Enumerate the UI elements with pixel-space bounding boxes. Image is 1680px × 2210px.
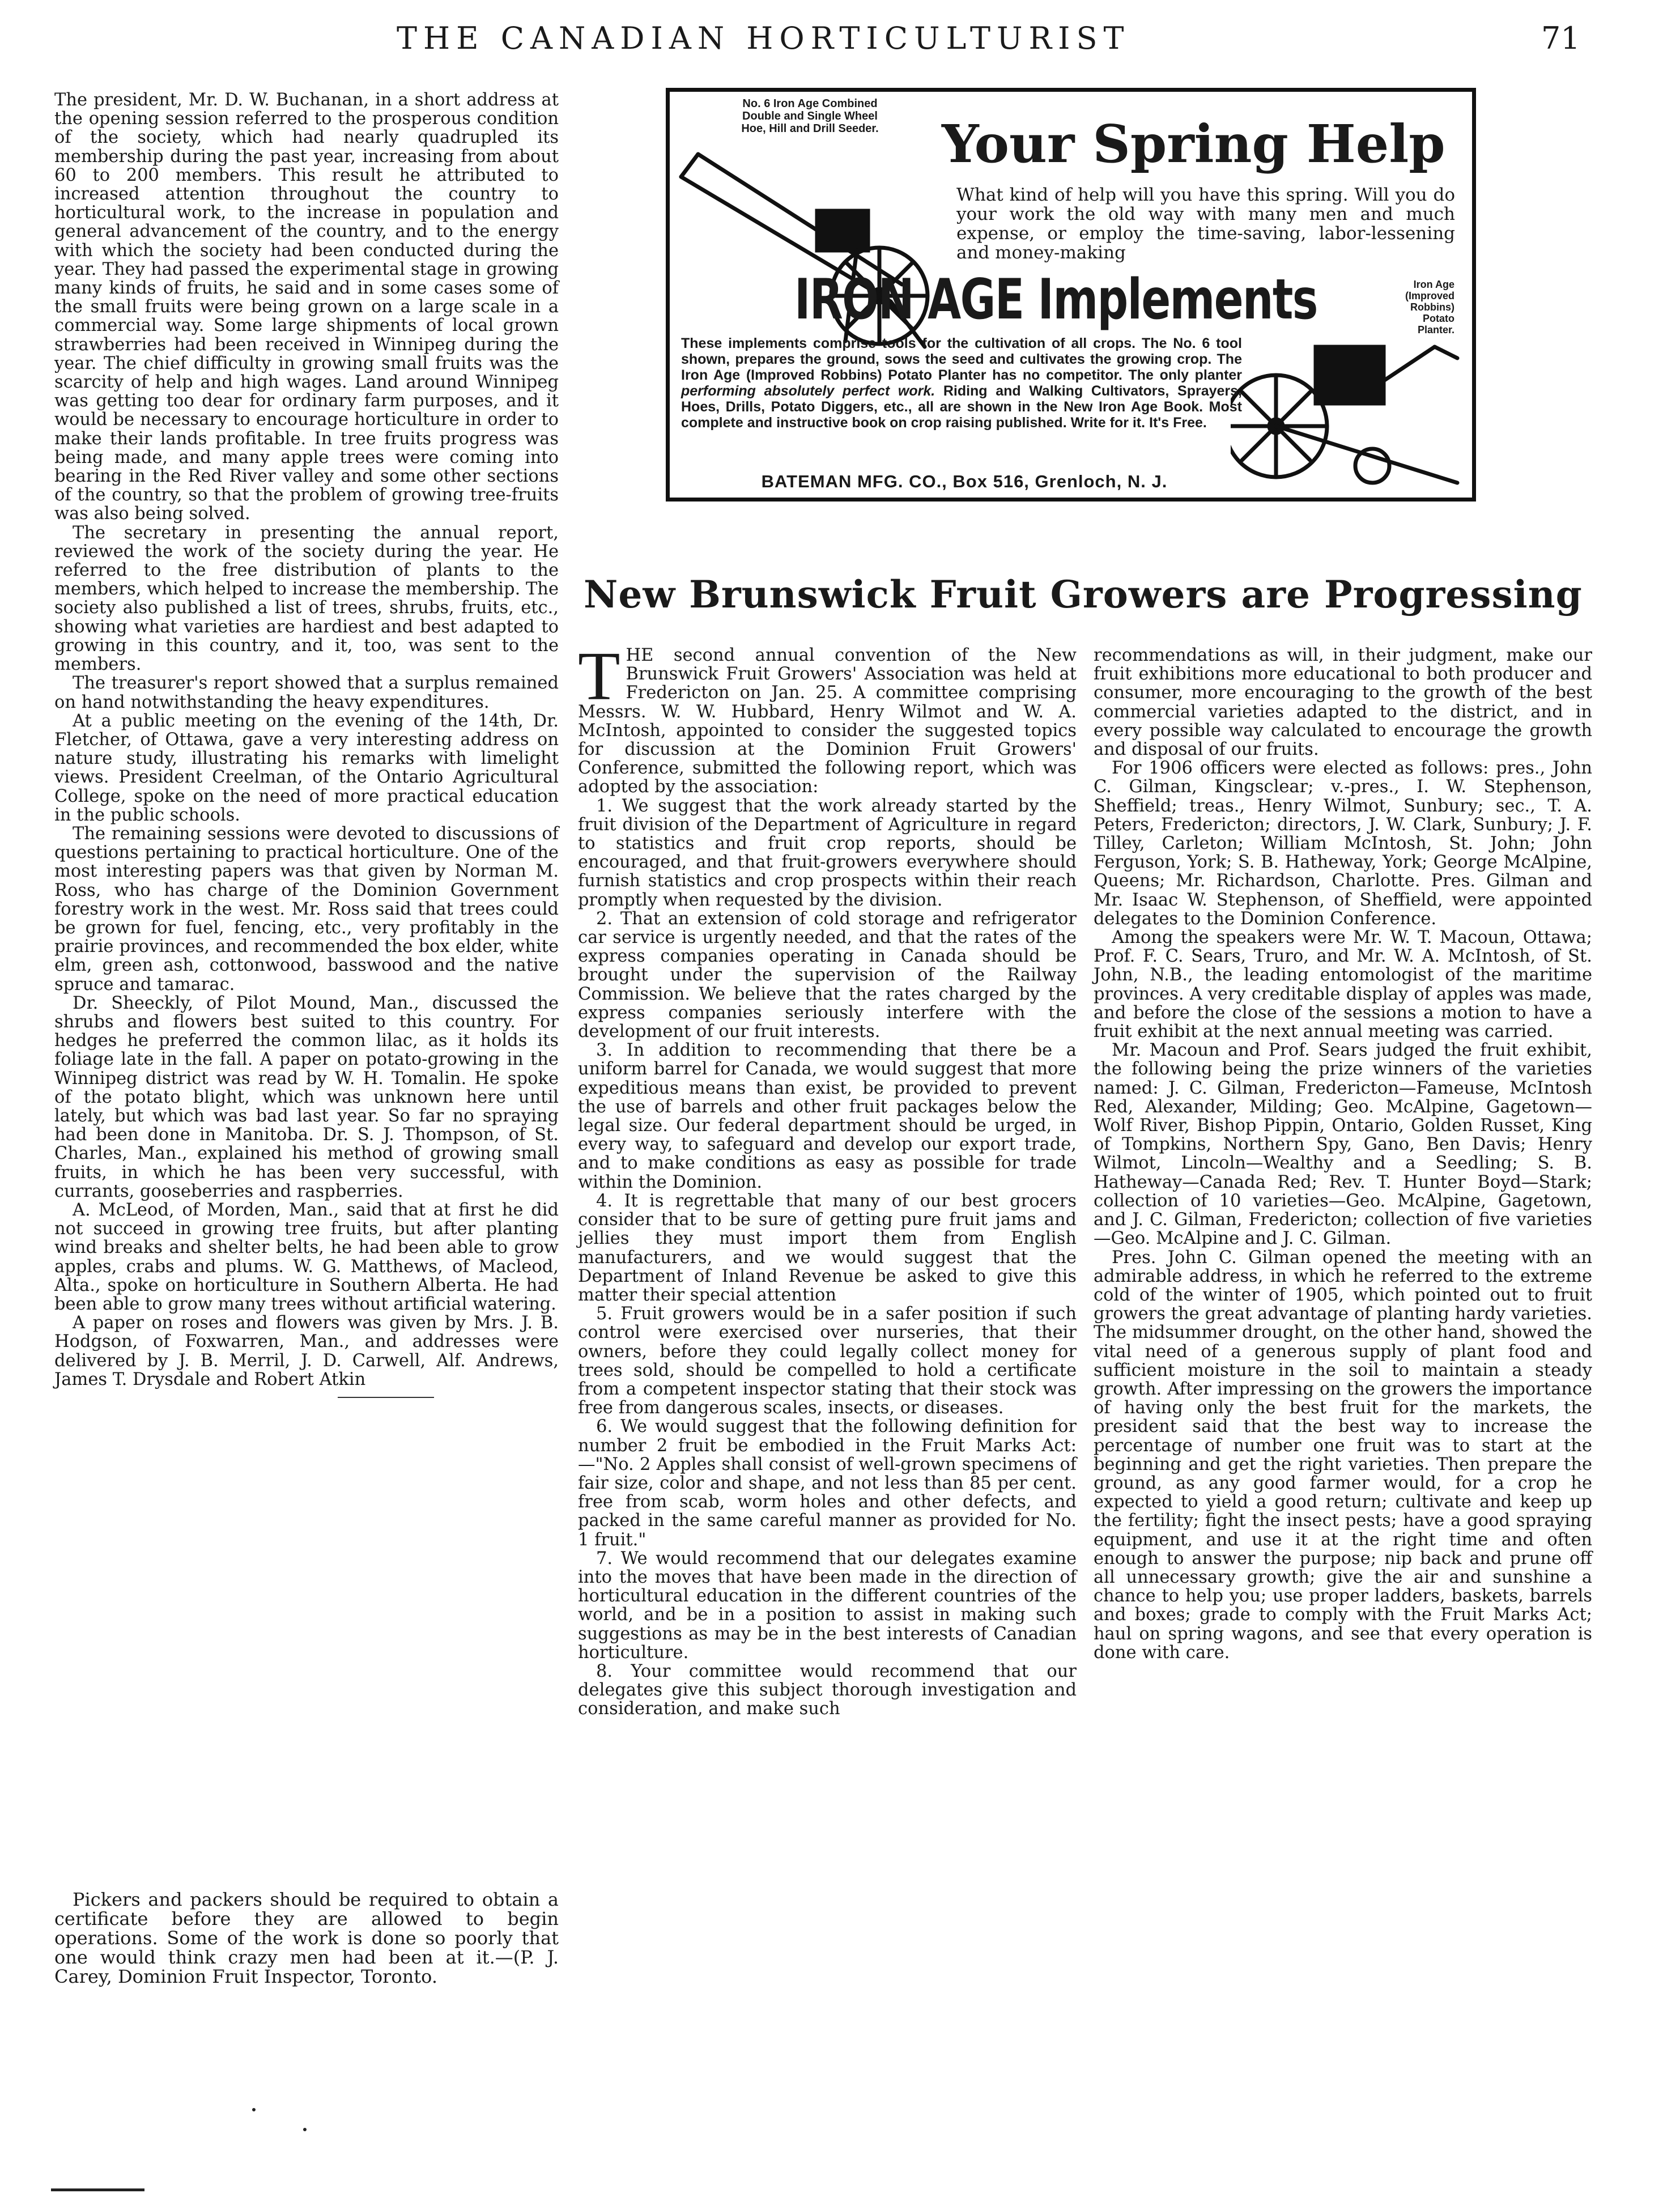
- article-title: New Brunswick Fruit Growers are Progressing: [584, 572, 1583, 617]
- bottom-rule: [51, 2188, 144, 2191]
- paragraph: At a public meeting on the evening of the 14th, Dr. Fletcher, of Ottawa, gave a very interesting address on nature study, illustrating his remarks with limelight views. President Creelman, of the Ontario Agricultural College, spoke on the need of more practical education in the public schools.: [54, 711, 559, 825]
- paragraph: 2. That an extension of cold storage and refrigerator car service is urgently needed, and that the rates of the express companies operating in Canada should be brought under the supervision of the Railway Commission. We believe that the rates charged by the express companies seriously interfere with the development of our fruit interests.: [578, 908, 1077, 1042]
- iron-age-advertisement: [666, 88, 1476, 502]
- paragraph: The president, Mr. D. W. Buchanan, in a short address at the opening session referred to the prosperous condition of the society, which had nearly quadrupled its membership during the past year, increasing from about 60 to 200 members. This result he attributed to increased attention throughout the country to horticultural work, to the increase in population and general advancement of the country, and to the energy with which the society had been conducted during the year. They had passed the experimental stage in growing many kinds of fruits, he said and in some cases some of the small fruits were being grown on a large scale in a commercial way. Some large shipments of local grown strawberries had been received in Winnipeg during the year. The chief difficulty in growing small fruits was the scarcity of help and high wages. Land around Winnipeg was getting too dear for ordinary farm purposes, and it would be necessary to encourage horticulture in order to make their lands profitable. In tree fruits progress was being made, and many apple trees were coming into bearing in the Red River valley and some other sections of the country, so that the problem of growing tree-fruits was also being solved.: [54, 90, 559, 524]
- paragraph: The treasurer's report showed that a surplus remained on hand notwithstanding the heavy expenditures.: [54, 673, 559, 712]
- paragraph: The secretary in presenting the annual report, reviewed the work of the society during the year. He referred to the free distribution of plants to the members, which helped to increase the membership. The society also published a list of trees, shrubs, fruits, etc., showing what varieties are hardiest and best adapted to growing in this country, and it, too, was sent to the members.: [54, 522, 559, 675]
- article-column-1: [578, 638, 1077, 1719]
- section-divider: [338, 1397, 434, 1398]
- paragraph: Dr. Sheeckly, of Pilot Mound, Man., discussed the shrubs and flowers best suited to this country. For hedges he preferred the common lilac, as it holds its foliage late in the fall. A paper on potato-growing in the Winnipeg district was read by W. H. Tomalin. He spoke of the potato blight, which was unknown here until lately, but which was bad last year. So far no spraying had been done in Manitoba. Dr. S. J. Thompson, of St. Charles, Man., explained his method of growing small fruits, in which he has been very successful, with currants, gooseberries and raspberries.: [54, 993, 559, 1201]
- ad-body-emphasis: performing absolutely perfect work.: [681, 383, 935, 399]
- paragraph: A paper on roses and flowers was given by Mrs. J. B. Hodgson, of Foxwarren, Man., and addresses were delivered by J. B. Merril, J. D. Carwell, Alf. Andrews, James T. Drysdale and Robert Atkin: [54, 1313, 559, 1389]
- paragraph: 8. Your committee would recommend that our delegates give this subject thorough investigation and consideration, and make such: [578, 1661, 1077, 1719]
- model-label: No. 6 Iron Age Combined Double and Single Wheel Hoe, Hill and Drill Seeder.: [741, 97, 879, 135]
- ad-body-text: Riding and Walking Cultivators, Sprayers, Hoes, Drills, Potato Diggers, etc., all are shown in the New Iron Age Book. Most complete and instructive book on crop raising published. Write for it. It's Free.: [681, 383, 1242, 431]
- paragraph: 7. We would recommend that our delegates examine into the moves that have been made in the direction of horticultural education in the different countries of the world, and be in a position to assist in making such suggestions as may be in the best interests of Canadian horticulture.: [578, 1548, 1077, 1663]
- paragraph: recommendations as will, in their judgment, make our fruit exhibitions more educational to both producer and consumer, more encouraging to the growth of the best commercial varieties adapted to the district, and in every possible way calculated to encourage the growth and disposal of our fruits.: [1094, 645, 1592, 760]
- page-header: [0, 16, 1680, 61]
- running-title: THE CANADIAN HORTICULTURIST: [397, 20, 1130, 56]
- paragraph: For 1906 officers were elected as follows: pres., John C. Gilman, Kingsclear; v.-pres., I. W. Stephenson, Sheffield; treas., Henry Wilmot, Sunbury; sec., T. A. Peters, Fredericton; directors, J. W. Clark, Sunbury; J. F. Tilley, Carleton; William McIntosh, St. John; John Ferguson, York; S. B. Hatheway, York; George McAlpine, Queens; Mr. Richardson, Charlotte. Pres. Gilman and Mr. Isaac W. Stephenson, of Sheffield, were appointed delegates to the Dominion Conference.: [1094, 758, 1592, 929]
- paragraph: 5. Fruit growers would be in a safer position if such control were exercised over nurseries, that their owners, before they could legally collect money for trees sold, should be compelled to hold a certificate from a competent inspector stating that their stock was free from dangerous scales, insects, or diseases.: [578, 1304, 1077, 1418]
- ad-headline: Your Spring Help: [942, 113, 1445, 175]
- paragraph: 1. We suggest that the work already started by the fruit division of the Department of Agriculture in regard to statistics and fruit crop reports, should be encouraged, and that fruit-growers everywhere should furnish statistics and crop prospects within their reach promptly when requested by the division.: [578, 796, 1077, 910]
- potato-planter-illustration: [1231, 313, 1469, 500]
- paragraph: 6. We would suggest that the following definition for number 2 fruit be embodied in the Fruit Marks Act:—"No. 2 Apples shall consist of well-grown specimens of fair size, color and shape, and not less than 85 per cent. free from scab, worm holes and other defects, and packed in the same careful manner as provided for No. 1 fruit.": [578, 1417, 1077, 1550]
- paragraph: Pres. John C. Gilman opened the meeting with an admirable address, in which he referred to the extreme cold of the winter of 1905, which pointed out to fruit growers the great advantage of planting hardy varieties. The midsummer drought, on the other hand, showed the vital need of a generous supply of plant food and sufficient moisture in the soil to maintain a steady growth. After impressing on the growers the importance of having only the best fruit for the markets, the president said that the best way to increase the percentage of number one fruit was to start at the beginning and get the right varieties. Then prepare the ground, as any good farmer would, for a crop he expected to yield a good return; cultivate and keep up the fertility; fight the insect pests; have a good spraying equipment, and use it at the right time and often enough to answer the purpose; nip back and prune off all unnecessary growth; give the air and sunshine a chance to help you; use proper ladders, baskets, barrels and boxes; grade to comply with the Fruit Marks Act; haul on spring wagons, and see that every operation is done with care.: [1094, 1247, 1592, 1663]
- ad-body: [681, 335, 1242, 431]
- inspector-note: [54, 1890, 559, 1986]
- page-number: 71: [1541, 20, 1580, 56]
- paragraph: The remaining sessions were devoted to discussions of questions pertaining to practical horticulture. One of the most interesting papers was that given by Norman M. Ross, who has charge of the Dominion Government forestry work in the west. Mr. Ross said that trees could be grown for fuel, fencing, etc., very profitably in the prairie provinces, and recommended the box elder, white elm, green ash, cottonwood, basswood and the native spruce and tamarac.: [54, 823, 559, 994]
- paragraph: Mr. Macoun and Prof. Sears judged the fruit exhibit, the following being the prize winners of the varieties named: J. C. Gilman, Fredericton—Fameuse, McIntosh Red, Alexander, Milding; Geo. McAlpine, Gagetown—Wolf River, Bishop Pippin, Ontario, Golden Russet, King of Tompkins, Northern Spy, Gano, Ben Davis; Henry Wilmot, Lincoln—Wealthy and a Seedling; S. B. Hatheway—Canada Red; Rev. T. Hunter Boyd—Stark; collection of 10 varieties—Geo. McAlpine, Gagetown, and J. C. Gilman, Fredericton; collection of five varieties—Geo. McAlpine and J. C. Gilman.: [1094, 1040, 1592, 1249]
- paragraph: A. McLeod, of Morden, Man., said that at first he did not succeed in growing tree fruits, but after planting wind breaks and shelter belts, he had been able to grow apples, crabs and plums. W. G. Matthews, of Macleod, Alta., spoke on horticulture in Southern Alberta. He had been able to grow many trees without artificial watering.: [54, 1200, 559, 1314]
- planter-label: Iron Age (Improved Robbins) Potato Planter.: [1405, 279, 1454, 335]
- ad-intro: What kind of help will you have this spring. Will you do your work the old way with many men and much expense, or employ the time-saving, labor-lessening and money-making: [956, 185, 1455, 263]
- drop-cap: T: [578, 638, 620, 715]
- print-speck: [303, 2128, 307, 2131]
- paragraph: Pickers and packers should be required to obtain a certificate before they are allowed to begin operations. Some of the work is done so poorly that one would think crazy men had been at it.—(P. J. Carey, Dominion Fruit Inspector, Toronto.: [54, 1889, 559, 1987]
- paragraph-text: HE second annual convention of the New Brunswick Fruit Growers' Association was held at Fredericton on Jan. 25. A committee comprising Messrs. W. W. Hubbard, Henry Wilmot and W. A. McIntosh, appointed to consider the suggested topics for discussion at the Dominion Fruit Growers' Conference, submitted the following report, which was adopted by the association:: [578, 645, 1077, 797]
- ad-footer: BATEMAN MFG. CO., Box 516, Grenloch, N. J.: [761, 471, 1168, 491]
- ad-body-text: These implements comprise tools for the cultivation of all crops. The No. 6 tool shown, prepares the ground, sows the seed and cultivates the growing crop. The Iron Age (Improved Robbins) Potato Planter has no competitor. The only planter: [681, 335, 1242, 383]
- paragraph: 3. In addition to recommending that there be a uniform barrel for Canada, we would suggest that more expeditious means than exist, be provided to prevent the use of barrels and other fruit packages below the legal size. Our federal department should be urged, in every way, to safeguard and develop our export trade, and to make conditions as easy as possible for trade within the Dominion.: [578, 1040, 1077, 1192]
- print-speck: [252, 2108, 256, 2111]
- paragraph: [578, 638, 1077, 797]
- paragraph: Among the speakers were Mr. W. T. Macoun, Ottawa; Prof. F. C. Sears, Truro, and Mr. W. A. McIntosh, of St. John, N.B., the leading entomologist of the maritime provinces. A very creditable display of apples was made, and before the close of the sessions a motion to have a fruit exhibit at the next annual meeting was carried.: [1094, 928, 1592, 1042]
- ad-brand: IRON AGE Implements: [794, 267, 1317, 332]
- left-column: [54, 91, 559, 1398]
- article-column-2: [1094, 646, 1592, 1662]
- paragraph: 4. It is regrettable that many of our best grocers consider that to be sure of getting pure fruit jams and jellies they must import them from English manufacturers, and we would suggest that the Department of Inland Revenue be asked to give this matter their special attention: [578, 1191, 1077, 1305]
